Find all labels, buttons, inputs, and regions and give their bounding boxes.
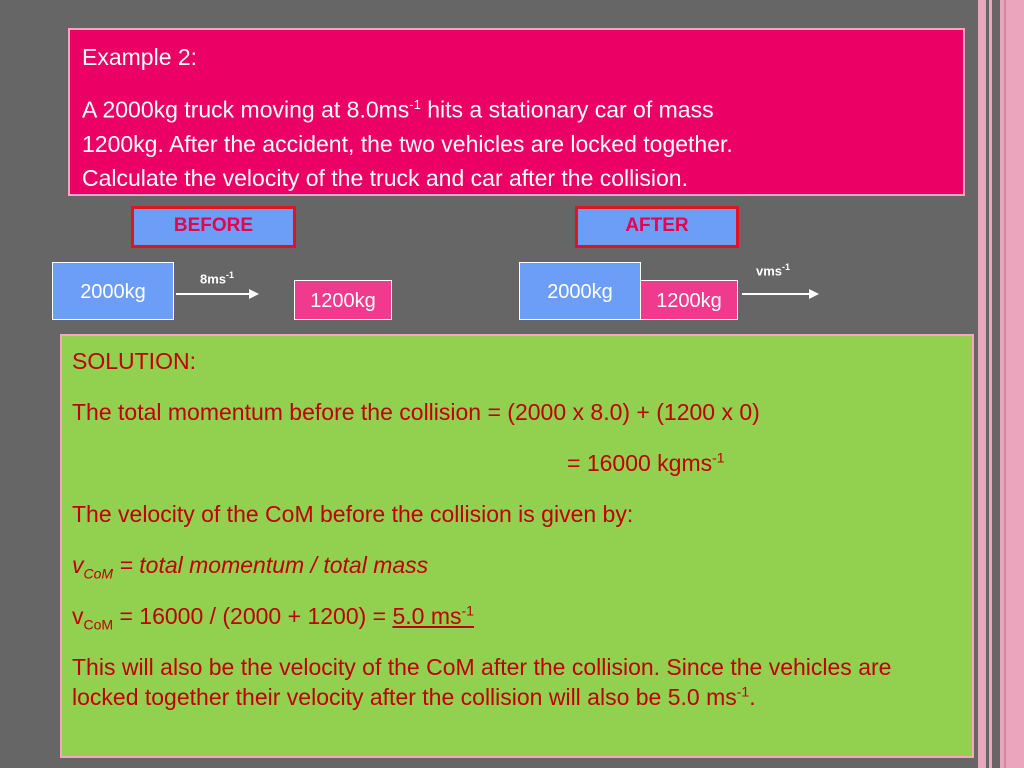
velocity-label-after xyxy=(756,262,790,278)
spacer xyxy=(82,74,951,88)
problem-box xyxy=(68,28,965,196)
subscript: CoM xyxy=(83,565,114,582)
arrow-head-icon xyxy=(249,289,259,299)
solution-formula xyxy=(72,550,962,580)
velocity-text: 8ms xyxy=(200,271,227,287)
problem-line-2: 1200kg. After the accident, the two vehicles are locked together. xyxy=(82,130,733,157)
result-text: = 16000 kgms xyxy=(567,450,713,476)
calc-answer xyxy=(392,603,473,629)
decor-stripe xyxy=(978,0,986,768)
superscript: -1 xyxy=(226,270,235,280)
velocity-text: vms xyxy=(756,263,783,279)
subscript: CoM xyxy=(83,616,114,633)
calc-v: v xyxy=(72,603,84,629)
problem-text: hits a stationary car of mass xyxy=(420,96,714,123)
before-label: BEFORE xyxy=(131,206,296,248)
solution-momentum-result xyxy=(72,448,962,478)
decor-stripe xyxy=(989,0,992,768)
superscript: -1 xyxy=(736,683,750,700)
solution-com-intro: The velocity of the CoM before the collision is given by: xyxy=(72,501,634,527)
solution-box xyxy=(60,334,974,758)
problem-text: A 2000kg truck moving at 8.0ms xyxy=(82,96,410,123)
superscript: -1 xyxy=(712,449,725,466)
conclusion-text: This will also be the velocity of the CoM after the collision. Since the vehicles are locked together their velocity after the collision will also be 5.0 ms xyxy=(72,654,892,710)
formula-text: = total momentum / total mass xyxy=(113,552,429,578)
solution-heading: SOLUTION: xyxy=(72,348,196,374)
superscript: -1 xyxy=(782,262,791,272)
truck-block-after: 2000kg xyxy=(519,262,641,320)
solution-total-momentum: The total momentum before the collision = (2000 x 8.0) + (1200 x 0) xyxy=(72,399,760,425)
arrow-head-icon xyxy=(809,289,819,299)
superscript: -1 xyxy=(409,97,421,112)
velocity-label-before xyxy=(200,270,234,286)
solution-calculation xyxy=(72,601,962,631)
velocity-arrow-line xyxy=(742,293,810,295)
superscript: -1 xyxy=(461,602,474,619)
solution-conclusion xyxy=(72,652,962,712)
decor-stripe xyxy=(1004,0,1006,768)
problem-heading: Example 2: xyxy=(82,44,198,70)
truck-block-before: 2000kg xyxy=(52,262,174,320)
conclusion-end: . xyxy=(749,684,756,710)
problem-line-1 xyxy=(82,88,951,127)
answer-text: 5.0 ms xyxy=(392,603,462,629)
formula-v: v xyxy=(72,552,84,578)
after-label: AFTER xyxy=(575,206,739,248)
problem-line-3: Calculate the velocity of the truck and car after the collision. xyxy=(82,164,688,191)
car-block-after: 1200kg xyxy=(640,280,738,320)
velocity-arrow-line xyxy=(176,293,250,295)
calc-text: = 16000 / (2000 + 1200) = xyxy=(113,603,393,629)
car-block-before: 1200kg xyxy=(294,280,392,320)
